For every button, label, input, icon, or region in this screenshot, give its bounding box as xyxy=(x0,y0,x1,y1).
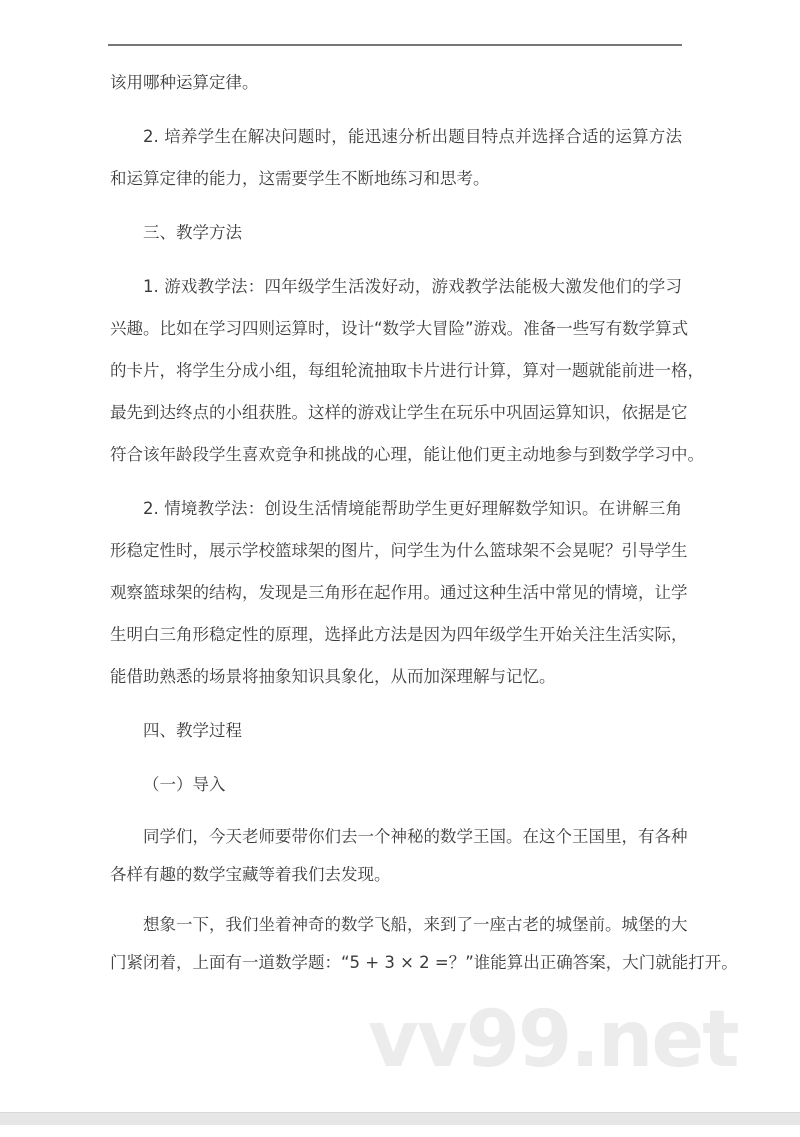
paragraph xyxy=(110,116,682,200)
text-line: 四、教学过程 xyxy=(143,721,242,740)
text-line: 符合该年龄段学生喜欢竞争和挑战的心理，能让他们更主动地参与到数学学习中。 xyxy=(110,445,704,464)
paragraph xyxy=(110,488,688,698)
text-line: 最先到达终点的小组获胜。这样的游戏让学生在玩乐中巩固运算知识，依据是它 xyxy=(110,403,688,422)
text-line: 2. 情境教学法：创设生活情境能帮助学生更好理解数学知识。在讲解三角 xyxy=(143,499,682,518)
page-body xyxy=(110,62,738,994)
text-line: 观察篮球架的结构，发现是三角形在起作用。通过这种生活中常见的情境，让学 xyxy=(110,583,688,602)
text-line: 三、教学方法 xyxy=(143,223,242,242)
paragraph xyxy=(110,818,688,894)
text-line: 1. 游戏教学法：四年级学生活泼好动，游戏教学法能极大激发他们的学习 xyxy=(143,277,682,296)
text-line: 能借助熟悉的场景将抽象知识具象化，从而加深理解与记忆。 xyxy=(110,667,556,686)
text-line: 同学们，今天老师要带你们去一个神秘的数学王国。在这个王国里，有各种 xyxy=(143,827,688,846)
paragraph xyxy=(110,710,682,752)
text-line: 形稳定性时，展示学校篮球架的图片，问学生为什么篮球架不会晃呢？引导学生 xyxy=(110,541,688,560)
text-line: （一）导入 xyxy=(143,775,226,794)
text-line: 的卡片，将学生分成小组，每组轮流抽取卡片进行计算，算对一题就能前进一格， xyxy=(110,361,704,380)
next-page xyxy=(0,1125,800,1137)
text-line: 2. 培养学生在解决问题时，能迅速分析出题目特点并选择合适的运算方法 xyxy=(143,127,682,146)
text-line: 想象一下，我们坐着神奇的数学飞船，来到了一座古老的城堡前。城堡的大 xyxy=(143,915,688,934)
page-gap xyxy=(0,1112,800,1126)
paragraph xyxy=(110,906,738,982)
watermark: vv99.net xyxy=(368,995,738,1085)
text-line: 和运算定律的能力，这需要学生不断地练习和思考。 xyxy=(110,169,490,188)
text-line: 门紧闭着，上面有一道数学题：“5 + 3 × 2 =？”谁能算出正确答案，大门就能打开。 xyxy=(110,953,738,972)
paragraph xyxy=(110,764,682,806)
text-line: 兴趣。比如在学习四则运算时，设计“数学大冒险”游戏。准备一些写有数学算式 xyxy=(110,319,689,338)
paragraph xyxy=(110,266,704,476)
paragraph xyxy=(110,62,682,104)
text-line: 生明白三角形稳定性的原理，选择此方法是因为四年级学生开始关注生活实际， xyxy=(110,625,688,644)
header-rule xyxy=(108,44,682,46)
text-line: 该用哪种运算定律。 xyxy=(110,73,259,92)
text-line: 各样有趣的数学宝藏等着我们去发现。 xyxy=(110,865,391,884)
paragraph xyxy=(110,212,682,254)
